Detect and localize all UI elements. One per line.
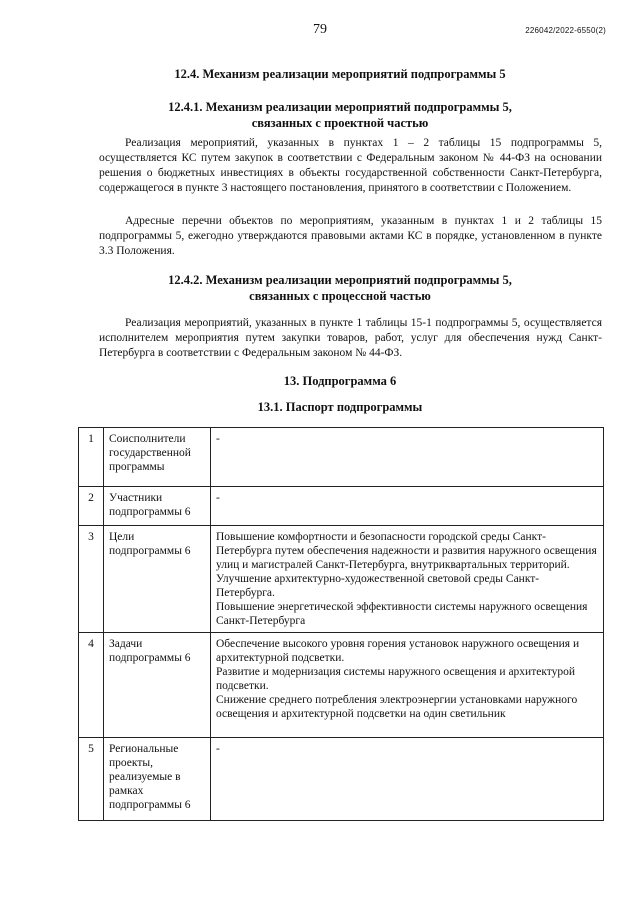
row-number: 3	[79, 526, 104, 633]
paragraph-address-lists: Адресные перечни объектов по мероприятиям, указанным в пунктах 1 и 2 таблицы 15 подпрограммы 5, ежегодно утверждаются правовыми актами КС в порядке, установленном в пункте 3.3 Положения.	[99, 215, 602, 257]
row-number: 2	[79, 487, 104, 526]
row-value: -	[211, 428, 604, 487]
row-value: -	[211, 487, 604, 526]
row-label: Соисполнители государственной программы	[104, 428, 211, 487]
row-number: 1	[79, 428, 104, 487]
table-row	[79, 738, 604, 821]
row-value: Обеспечение высокого уровня горения установок наружного освещения и архитектурной подсветки. Развитие и модернизация системы наружного освещения и архитектурой подсветки. Снижение среднего потребления электроэнергии установками наружного освещения и архитектурной подсветки на один светильник	[211, 633, 604, 738]
table-row	[79, 633, 604, 738]
row-number: 4	[79, 633, 104, 738]
subsection-title-process: 12.4.2. Механизм реализации мероприятий подпрограммы 5, связанных с процессной частью	[168, 273, 512, 303]
row-label: Региональные проекты, реализуемые в рамках подпрограммы 6	[104, 738, 211, 821]
document-code: 226042/2022-6550(2)	[525, 26, 606, 35]
row-number: 5	[79, 738, 104, 821]
paragraph-process-implementation: Реализация мероприятий, указанных в пункте 1 таблицы 15-1 подпрограммы 5, осуществляется исполнителем мероприятия путем закупки товаров, работ, услуг для обеспечения нужд Санкт-Петербурга в соответствии с Федеральным законом № 44-ФЗ.	[99, 317, 602, 359]
subsection-title-project: 12.4.1. Механизм реализации мероприятий подпрограммы 5, связанных с проектной частью	[168, 100, 512, 130]
row-value: Повышение комфортности и безопасности городской среды Санкт-Петербурга путем обеспечения надежности и развития наружного освещения улиц и магистралей Санкт-Петербурга, внутриквартальных территорий. Улучшение архитектурно-художественной световой среды Санкт-Петербурга. Повышение энергетической эффективности системы наружного освещения Санкт-Петербурга	[211, 526, 604, 633]
table-row	[79, 487, 604, 526]
section-title: 12.4. Механизм реализации мероприятий подпрограммы 5	[174, 67, 506, 81]
table-row	[79, 428, 604, 487]
passport-title: 13.1. Паспорт подпрограммы	[257, 400, 423, 414]
passport-table	[78, 427, 604, 821]
row-label: Цели подпрограммы 6	[104, 526, 211, 633]
table-row	[79, 526, 604, 633]
row-value: -	[211, 738, 604, 821]
page-number: 79	[313, 22, 327, 37]
subprogram-title: 13. Подпрограмма 6	[283, 374, 397, 388]
row-label: Участники подпрограммы 6	[104, 487, 211, 526]
paragraph-project-implementation: Реализация мероприятий, указанных в пунктах 1 – 2 таблицы 15 подпрограммы 5, осуществляется КС путем закупок в соответствии с Федеральным законом № 44-ФЗ на основании решения о бюджетных инвестициях в объекты государственной собственности Санкт-Петербурга, содержащегося в пункте 3 настоящего постановления, принятого в соответствии с Положением.	[99, 137, 602, 194]
row-label: Задачи подпрограммы 6	[104, 633, 211, 738]
